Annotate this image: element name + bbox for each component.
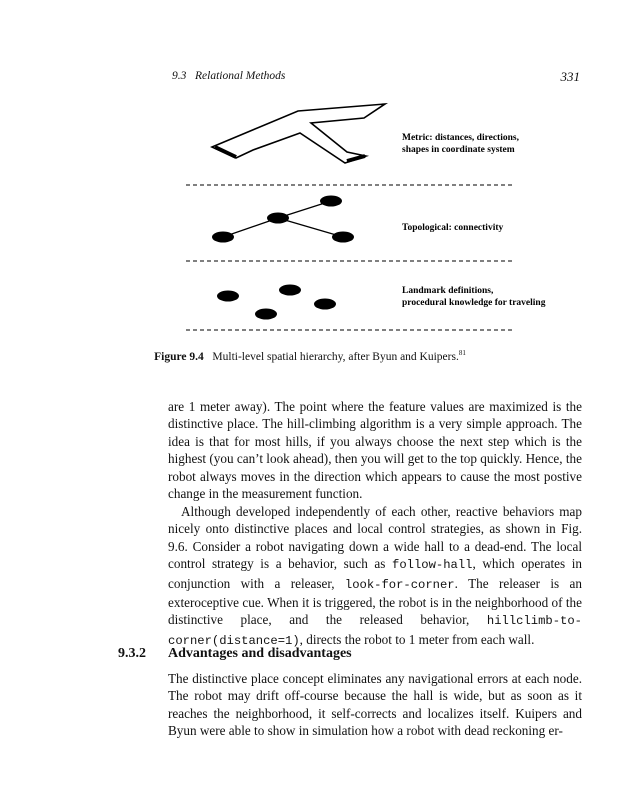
section-title: Advantages and disadvantages [168,646,352,661]
metric-t-shape [212,104,385,163]
section-number: 9.3.2 [118,646,146,661]
text-run: Although developed independently of each other, reactive behaviors map nicely onto distinctive places and local control strategies, as shown in Fig. 9.6. Consider a robot navigating down a wide hall to a dead-end. The local control strategy is a behavior, such as [168,504,582,572]
text-run: , which operates in conjunction with a releaser, [168,556,583,591]
landmark-nodes [217,285,336,320]
graph-node [212,232,234,243]
paragraph-text: are 1 meter away). The point where the feature values are maximized is the distinctive place. The hill-climbing algorithm is a very simple approach. The idea is that for most hills, if you always choose the next step which is the highest (you can’t look ahead), then you will get to the top quickly. Hence, the robot always moves in the direction which appears to cause the most postive change in the measurement function. [168,399,582,502]
code-follow-hall: follow-hall [392,558,473,573]
body-paragraph-3 [168,670,582,740]
caption-text: Multi-level spatial hierarchy, after Byun and Kuipers. [212,350,459,363]
metric-label-line2: shapes in coordinate system [402,145,515,155]
landmark-node [255,309,277,320]
topological-label: Topological: connectivity [402,223,504,233]
landmark-label-line1: Landmark definitions, [402,286,494,296]
landmark-node [279,285,301,296]
caption-reference: 81 [458,349,466,357]
graph-node [320,196,342,207]
landmark-node [314,299,336,310]
code-look-for-corner: look-for-corner [344,577,455,592]
page-number: 331 [560,69,580,84]
metric-label-line1: Metric: distances, directions, [402,133,519,143]
section-heading [118,646,352,662]
figure-caption [0,349,620,363]
topological-graph [212,196,354,243]
paragraph-text [168,503,582,650]
landmark-node [217,291,239,302]
graph-node [267,213,289,224]
landmark-label-line2: procedural knowledge for traveling [402,298,546,308]
body-paragraph-2 [168,503,582,650]
body-paragraph-1 [168,398,582,502]
text-run: . The releaser is an exteroceptive cue. When it is triggered, the robot is in the neighborhood of the distinctive place, and the released behavior, [168,575,582,628]
graph-node [332,232,354,243]
caption-label: Figure 9.4 [154,350,204,363]
figure-diagram [0,0,620,345]
text-run: , directs the robot to 1 meter from each wall. [299,631,535,647]
paragraph-text: The distinctive place concept eliminates any navigational errors at each node. The robot may drift off-course because the hall is wide, but as soon as it reaches the neighborhood, it self-corrects and localizes itself. Kuipers and Byun were able to show in simulation how a robot with dead reckoning er- [168,671,582,739]
code-hillclimb-to-corner: hillclimb-to-corner(distance=1) [168,614,582,648]
header-section-number: 9.3 [172,70,187,82]
header-section-title: Relational Methods [195,70,286,82]
